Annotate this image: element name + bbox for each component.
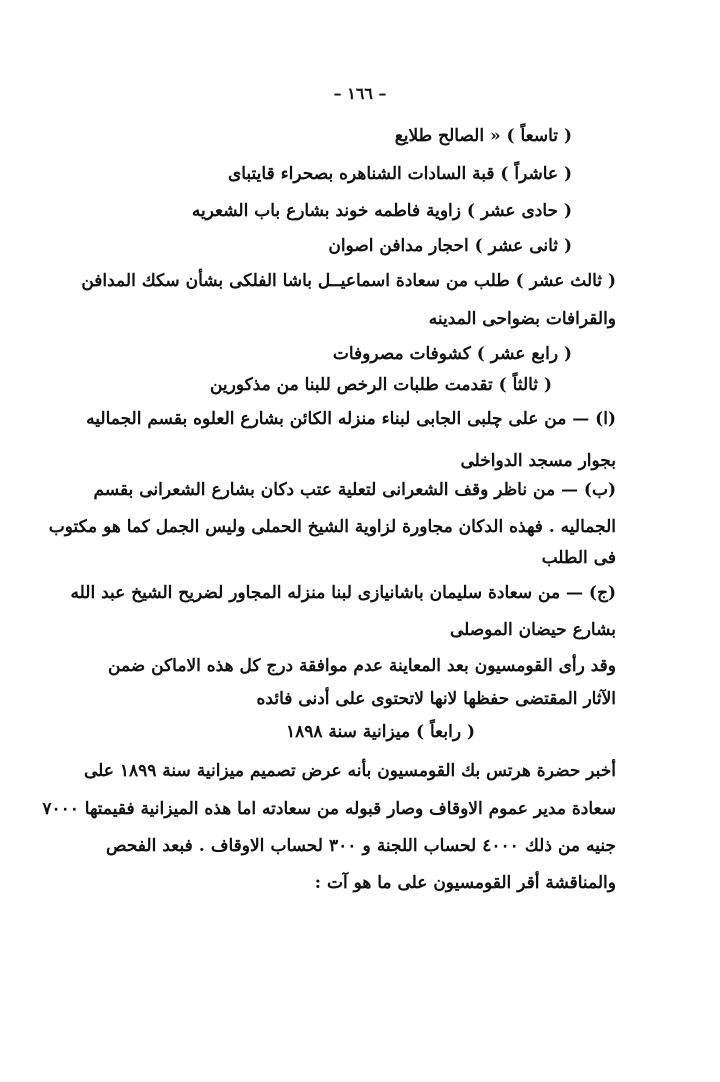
budget-line-4: والمناقشة أقر القومسيون على ما هو آت : bbox=[314, 873, 616, 893]
section-4-heading: ( رابعاً ) ميزانية سنة ١٨٩٨ bbox=[285, 722, 475, 742]
decision-line-2: الآثار المقتضى حفظها لانها لاتحتوى على أدنى فائده bbox=[256, 689, 616, 709]
request-b-line-1: (ب) — من ناظر وقف الشعرانى لتعلية عتب دكان بشارع الشعرانى بقسم bbox=[93, 480, 616, 500]
section-3-heading: ( ثالثاً ) تقدمت طلبات الرخص للبنا من مذكورين bbox=[209, 375, 552, 395]
line-item-13-cont: والقرافات بضواحى المدينه bbox=[428, 309, 616, 329]
line-item-12: ( ثانى عشر ) احجار مدافن اصوان bbox=[328, 236, 572, 256]
request-a-line-1: (ا) — من على چلبى الجابى لبناء منزله الكائن بشارع العلوه بقسم الجماليه bbox=[86, 409, 616, 429]
request-a-line-2: بجوار مسجد الدواخلى bbox=[460, 451, 616, 471]
budget-line-3: جنيه من ذلك ٤٠٠٠ لحساب اللجنة و ٣٠٠ لحساب الاوقاف . فبعد الفحص bbox=[106, 836, 616, 856]
request-b-line-3: فى الطلب bbox=[541, 548, 616, 568]
budget-line-1: أخبر حضرة هرتس بك القومسيون بأنه عرض تصميم ميزانية سنة ١٨٩٩ على bbox=[84, 761, 616, 781]
line-item-9: ( تاسعاً ) « الصالح طلايع bbox=[394, 126, 572, 146]
line-item-13: ( ثالث عشر ) طلب من سعادة اسماعيــل باشا الفلكى بشأن سكك المدافن bbox=[81, 271, 616, 291]
decision-line-1: وقد رأى القومسيون بعد المعاينة عدم موافقة درج كل هذه الاماكن ضمن bbox=[108, 656, 616, 676]
request-b-line-2: الجماليه . فهذه الدكان مجاورة لزاوية الشيخ الحملى وليس الجمل كما هو مكتوب bbox=[48, 517, 616, 537]
budget-line-2: سعادة مدير عموم الاوقاف وصار قبوله من سعادته اما هذه الميزانية فقيمتها ٧٠٠٠ bbox=[42, 799, 616, 819]
request-c-line-2: بشارع حيضان الموصلى bbox=[449, 620, 616, 640]
line-item-10: ( عاشراً ) قبة السادات الشناهره بصحراء قايتباى bbox=[227, 164, 572, 184]
line-item-11: ( حادى عشر ) زاوية فاطمه خوند بشارع باب الشعريه bbox=[191, 201, 572, 221]
request-c-line-1: (ج) — من سعادة سليمان باشانيازى لبنا منزله المجاور لضريح الشيخ عبد الله bbox=[70, 583, 616, 603]
line-item-14: ( رابع عشر ) كشوفات مصروفات bbox=[332, 344, 572, 364]
page-number: – ١٦٦ – bbox=[333, 84, 387, 103]
